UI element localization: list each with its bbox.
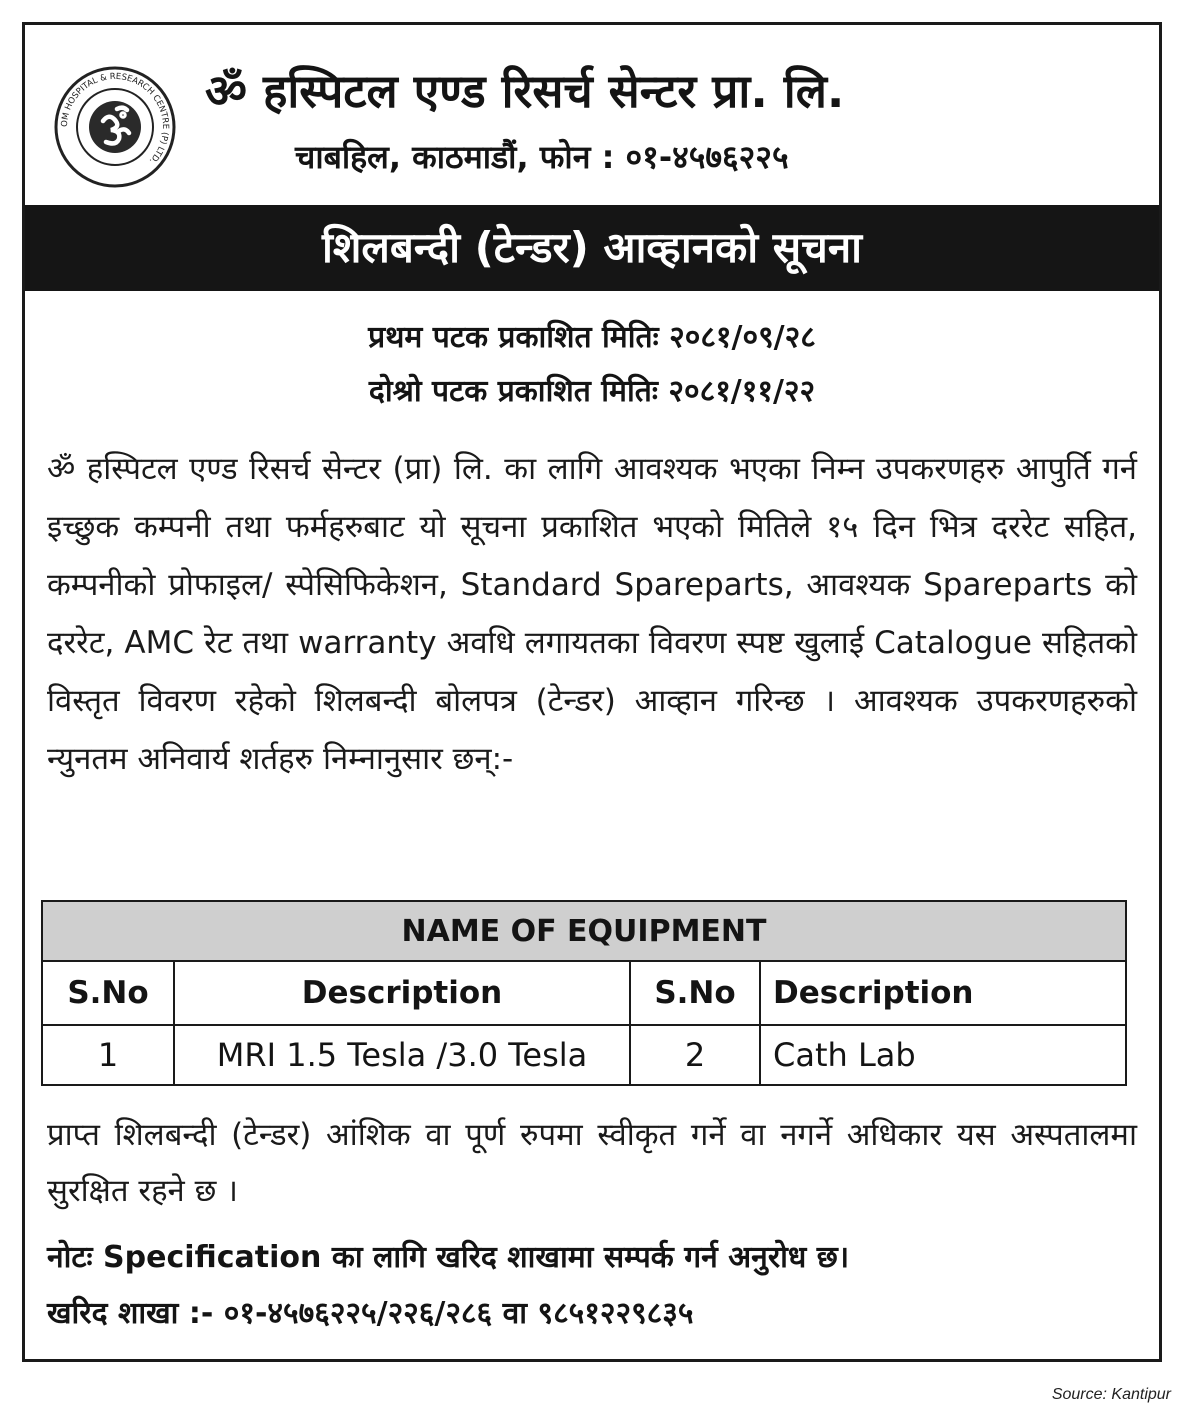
- table-cell: 2: [630, 1025, 760, 1085]
- acceptance-clause: प्राप्त शिलबन्दी (टेन्डर) आंशिक वा पूर्ण रुपमा स्वीकृत गर्ने वा नगर्ने अधिकार यस अस्पतालमा सुरक्षित रहने छ ।: [47, 1117, 1137, 1209]
- hospital-logo: [53, 65, 177, 189]
- equipment-table-header: [42, 961, 1126, 1025]
- second-publication-date: २०८१/११/२२: [668, 374, 816, 409]
- first-publication-date: २०८१/०९/२८: [669, 320, 816, 355]
- tender-notice: [22, 22, 1162, 1362]
- column-header-description: Description: [174, 961, 630, 1025]
- column-header-sno: S.No: [630, 961, 760, 1025]
- equipment-table: [41, 900, 1127, 1086]
- source-credit: Source: Kantipur: [1051, 1386, 1171, 1403]
- column-header-description: Description: [760, 961, 1126, 1025]
- notice-title: शिलबन्दी (टेन्डर) आव्हानको सूचना: [25, 205, 1159, 291]
- second-publication-line: [25, 365, 1159, 419]
- equipment-table-caption: NAME OF EQUIPMENT: [42, 901, 1126, 961]
- column-header-sno: S.No: [42, 961, 174, 1025]
- table-cell: MRI 1.5 Tesla /3.0 Tesla: [174, 1025, 630, 1085]
- organization-address: चाबहिल, काठमाडौं, फोन : ०१-४५७६२२५: [295, 138, 789, 176]
- notice-body: ॐ हस्पिटल एण्ड रिसर्च सेन्टर (प्रा) लि. का लागि आवश्यक भएका निम्न उपकरणहरु आपुर्ति गर्न इच्छुक कम्पनी तथा फर्महरुबाट यो सूचना प्रकाशित भएको मितिले १५ दिन भित्र दररेट सहित, कम्पनीको प्रोफाइल/ स्पेसिफिकेशन, Standard Spareparts, आवश्यक Spareparts को दररेट, AMC रेट तथा warranty अवधि लगायतका विवरण स्पष्ट खुलाई Catalogue सहितको विस्तृत विवरण रहेको शिलबन्दी बोलपत्र (टेन्डर) आव्हान गरिन्छ । आवश्यक उपकरणहरुको न्युनतम अनिवार्य शर्तहरु निम्नानुसार छन्:-: [47, 451, 1137, 777]
- table-cell: 1: [42, 1025, 174, 1085]
- second-publication-label: दोश्रो पटक प्रकाशित मितिः: [368, 374, 658, 409]
- specification-note: नोटः Specification का लागि खरिद शाखामा सम्पर्क गर्न अनुरोध छ।: [47, 1240, 850, 1275]
- table-row: [42, 1025, 1126, 1085]
- first-publication-line: [25, 311, 1159, 365]
- organization-name: ॐ हस्पिटल एण्ड रिसर्च सेन्टर प्रा. लि.: [205, 64, 845, 118]
- publication-dates: [25, 311, 1159, 419]
- notice-header: [25, 25, 1159, 205]
- first-publication-label: प्रथम पटक प्रकाशित मितिः: [368, 320, 659, 355]
- logo-ring-text: OM HOSPITAL & RESEARCH CENTRE (P) LTD.: [59, 71, 171, 166]
- purchase-contact: खरिद शाखा :- ०१-४५७६२२५/२२६/२८६ वा ९८५१२२९८३५: [47, 1296, 694, 1331]
- table-cell: Cath Lab: [760, 1025, 1126, 1085]
